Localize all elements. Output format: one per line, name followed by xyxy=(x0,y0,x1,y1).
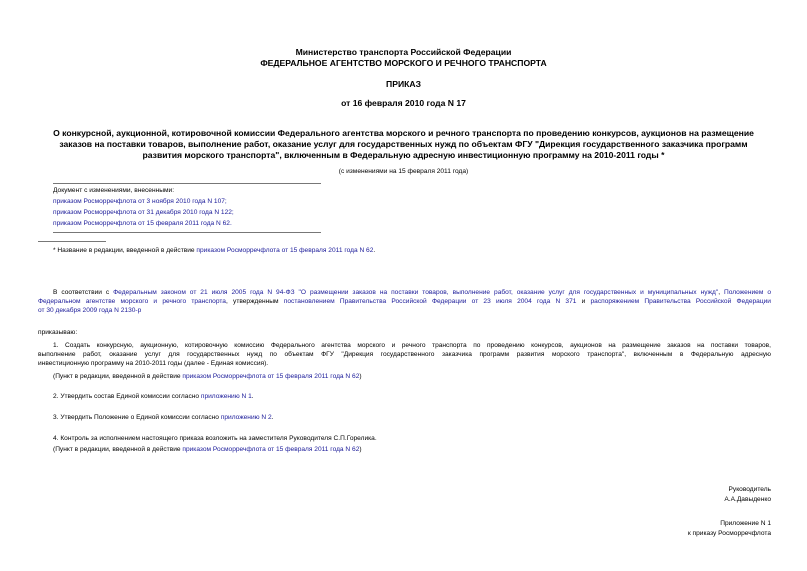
amendments-block xyxy=(53,186,234,228)
appendix-reference: к приказу Росморречфлота xyxy=(687,530,771,537)
ministry-name: Министерство транспорта Российской Федерации xyxy=(295,47,512,57)
agency-name: ФЕДЕРАЛЬНОЕ АГЕНТСТВО МОРСКОГО И РЕЧНОГО ТРАНСПОРТА xyxy=(260,58,547,68)
item-1-line: инвестиционную программу на 2010-2011 годы (далее - Единая комиссия). xyxy=(38,360,269,367)
order-word: приказываю: xyxy=(38,329,78,336)
amendments-top-divider xyxy=(53,183,321,184)
regulation-link-cont[interactable]: Федеральном агентстве морского и речного транспорта xyxy=(38,298,226,305)
title-line: развития морского транспорта", включенным в Федеральную адресную инвестиционную программу на 2010-2011 годы * xyxy=(142,150,665,160)
item-3: 3. Утвердить Положение о Единой комиссии согласно приложению N 2. xyxy=(53,414,274,421)
item-1-line: выполнение работ, оказание услуг для государственных нужд по объектам ФГУ "Дирекция государственного заказчика программ развития морского транспорта", включенным в Федеральную адресную xyxy=(38,351,771,358)
item-1-paragraph xyxy=(38,341,771,368)
item-4-note-link[interactable]: приказом Росморречфлота от 15 февраля 2011 года N 62 xyxy=(182,446,360,453)
government-order-link[interactable]: распоряжением Правительства Российской Федерации xyxy=(590,298,771,305)
amendment-link[interactable]: приказом Росморречфлота от 31 декабря 2010 года N 122; xyxy=(53,209,234,216)
document-type: ПРИКАЗ xyxy=(386,79,421,89)
appendix-1-link[interactable]: приложению N 1 xyxy=(200,393,252,400)
document-title xyxy=(35,128,772,161)
government-decree-link[interactable]: постановлением Правительства Российской Федерации от 23 июля 2004 года N 371 xyxy=(283,298,577,305)
amendments-intro: Документ с изменениями, внесенными: xyxy=(53,187,175,194)
item-1-note: (Пункт в редакции, введенной в действие приказом Росморречфлота от 15 февраля 2011 года N 62) xyxy=(53,373,362,380)
preamble-paragraph: В соответствии с Федеральным законом от 21 июля 2005 года N 94-ФЗ "О размещении заказов на поставки товаров, выполнение работ, оказание услуг для государственных и муниципальных нужд", Положением о Федеральном агентстве морского и речного транспорта, утвержденным постановлением Правительства Российской Федерации от 23 июля 2004 года N 371 и распоряжением Правительства Российской Федерации от 30 декабря 2009 года N 2130-р xyxy=(38,289,771,314)
document-date: от 16 февраля 2010 года N 17 xyxy=(341,98,466,108)
federal-law-link[interactable]: Федеральным законом от 21 июля 2005 года N 94-ФЗ "О размещении заказов на поставки товаров, выполнение работ, оказание услуг для государственных и муниципальных нужд" xyxy=(113,289,719,296)
item-2: 2. Утвердить состав Единой комиссии согласно приложению N 1. xyxy=(53,393,254,400)
changes-note: (с изменениями на 15 февраля 2011 года) xyxy=(338,168,469,175)
amendments-bottom-divider xyxy=(53,232,321,233)
appendix-title: Приложение N 1 xyxy=(720,520,771,527)
amendment-link[interactable]: приказом Росморречфлота от 15 февраля 2011 года N 62. xyxy=(53,220,232,227)
signature-name: А.А.Давыденко xyxy=(724,496,771,503)
item-1-line: 1. Создать конкурсную, аукционную, котировочную комиссию Федерального агентства морского и речного транспорта по проведению конкурсов, аукционов на размещение заказов на поставки товаров, xyxy=(53,342,771,349)
title-line: заказов на поставки товаров, выполнение работ, оказание услуг для государственных нужд по объектам ФГУ "Дирекция государственного заказчика программ xyxy=(59,139,748,149)
footnote: * Название в редакции, введенной в действие приказом Росморречфлота от 15 февраля 2011 года N 62. xyxy=(53,247,376,254)
government-order-link-cont[interactable]: от 30 декабря 2009 года N 2130-р xyxy=(38,307,142,314)
footnote-text: * Название в редакции, введенной в действие xyxy=(53,247,197,254)
appendix-2-link[interactable]: приложению N 2 xyxy=(220,414,272,421)
item-1-note-link[interactable]: приказом Росморречфлота от 15 февраля 2011 года N 62 xyxy=(182,373,360,380)
regulation-link[interactable]: Положением о xyxy=(723,289,771,296)
footnote-link[interactable]: приказом Росморречфлота от 15 февраля 2011 года N 62 xyxy=(196,247,374,254)
amendment-link[interactable]: приказом Росморречфлота от 3 ноября 2010 года N 107; xyxy=(53,198,227,205)
title-line: О конкурсной, аукционной, котировочной комиссии Федерального агентства морского и речного транспорта по проведению конкурсов, аукционов на размещение xyxy=(53,128,754,138)
footnote-divider xyxy=(38,241,106,242)
item-4-note: (Пункт в редакции, введенной в действие приказом Росморречфлота от 15 февраля 2011 года N 62) xyxy=(53,446,362,453)
item-4: 4. Контроль за исполнением настоящего приказа возложить на заместителя Руководителя С.П.Горелика. xyxy=(53,435,377,442)
signature-position: Руководитель xyxy=(728,486,771,493)
